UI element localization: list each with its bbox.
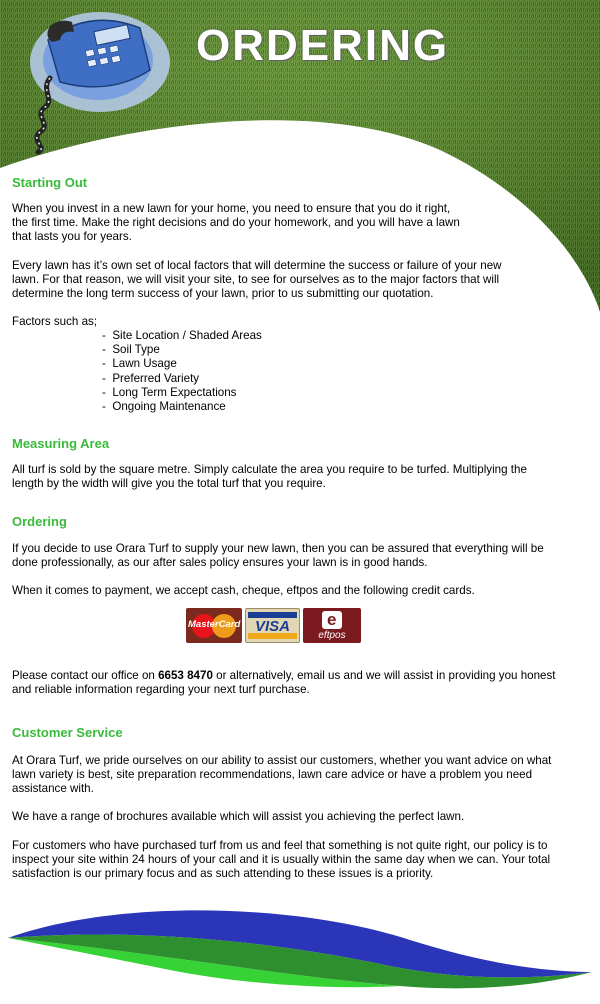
mastercard-logo: MasterCard <box>186 608 242 643</box>
list-item: - Soil Type <box>102 343 262 357</box>
customer-service-paragraph-2: We have a range of brochures available which will assist you achieving the perfect lawn. <box>12 810 465 823</box>
list-item: - Lawn Usage <box>102 357 262 371</box>
list-item: - Preferred Variety <box>102 372 262 386</box>
footer-swoosh <box>0 900 600 995</box>
ordering-paragraph-1: If you decide to use Orara Turf to supply your new lawn, then you can be assured that everything will be done professionally, as our after sales policy ensures your lawn is in good hands. <box>12 542 544 570</box>
payment-cards <box>186 608 361 643</box>
contact-paragraph: Please contact our office on 6653 8470 or alternatively, email us and we will assist in providing you honest and reliable information regarding your next turf purchase. <box>12 669 556 697</box>
factors-list <box>102 329 262 414</box>
payment-paragraph: When it comes to payment, we accept cash, cheque, eftpos and the following credit cards. <box>12 584 475 597</box>
footer-wave-graphic <box>0 900 600 995</box>
page-title: ORDERING <box>196 21 450 70</box>
list-item: - Long Term Expectations <box>102 386 262 400</box>
eftpos-logo: e eftpos <box>303 608 361 643</box>
ordering-heading: Ordering <box>12 514 67 529</box>
customer-service-paragraph-3: For customers who have purchased turf from us and feel that something is not quite right, our policy is to inspect your site within 24 hours of your call and it is usually within the same day when we can. Your total satisfaction is our primary focus and as such attending to these issues is a priority. <box>12 839 551 881</box>
measuring-area-heading: Measuring Area <box>12 436 110 451</box>
starting-out-heading: Starting Out <box>12 175 88 190</box>
factors-intro: Factors such as; <box>12 315 98 328</box>
starting-out-paragraph-2: Every lawn has it’s own set of local factors that will determine the success or failure of your new lawn. For that reason, we will visit your site, to see for ourselves as to the major factors that will determine the long term success of your lawn, prior to us submitting our quotation. <box>12 259 502 301</box>
measuring-area-paragraph: All turf is sold by the square metre. Simply calculate the area you require to be turfed. Multiplying the length by the width will give you the total turf that you require. <box>12 463 527 491</box>
list-item: - Site Location / Shaded Areas <box>102 329 262 343</box>
customer-service-heading: Customer Service <box>12 725 123 740</box>
starting-out-paragraph-1: When you invest in a new lawn for your home, you need to ensure that you do it right, the first time. Make the right decisions and do your homework, and you will have a lawn that lasts you for years. <box>12 202 460 244</box>
list-item: - Ongoing Maintenance <box>102 400 262 414</box>
customer-service-paragraph-1: At Orara Turf, we pride ourselves on our ability to assist our customers, whether you want advice on what lawn variety is best, site preparation recommendations, lawn care advice or have a problem you need assistance with. <box>12 754 552 796</box>
visa-logo: VISA <box>245 608 300 643</box>
phone-number: 6653 8470 <box>158 669 213 682</box>
